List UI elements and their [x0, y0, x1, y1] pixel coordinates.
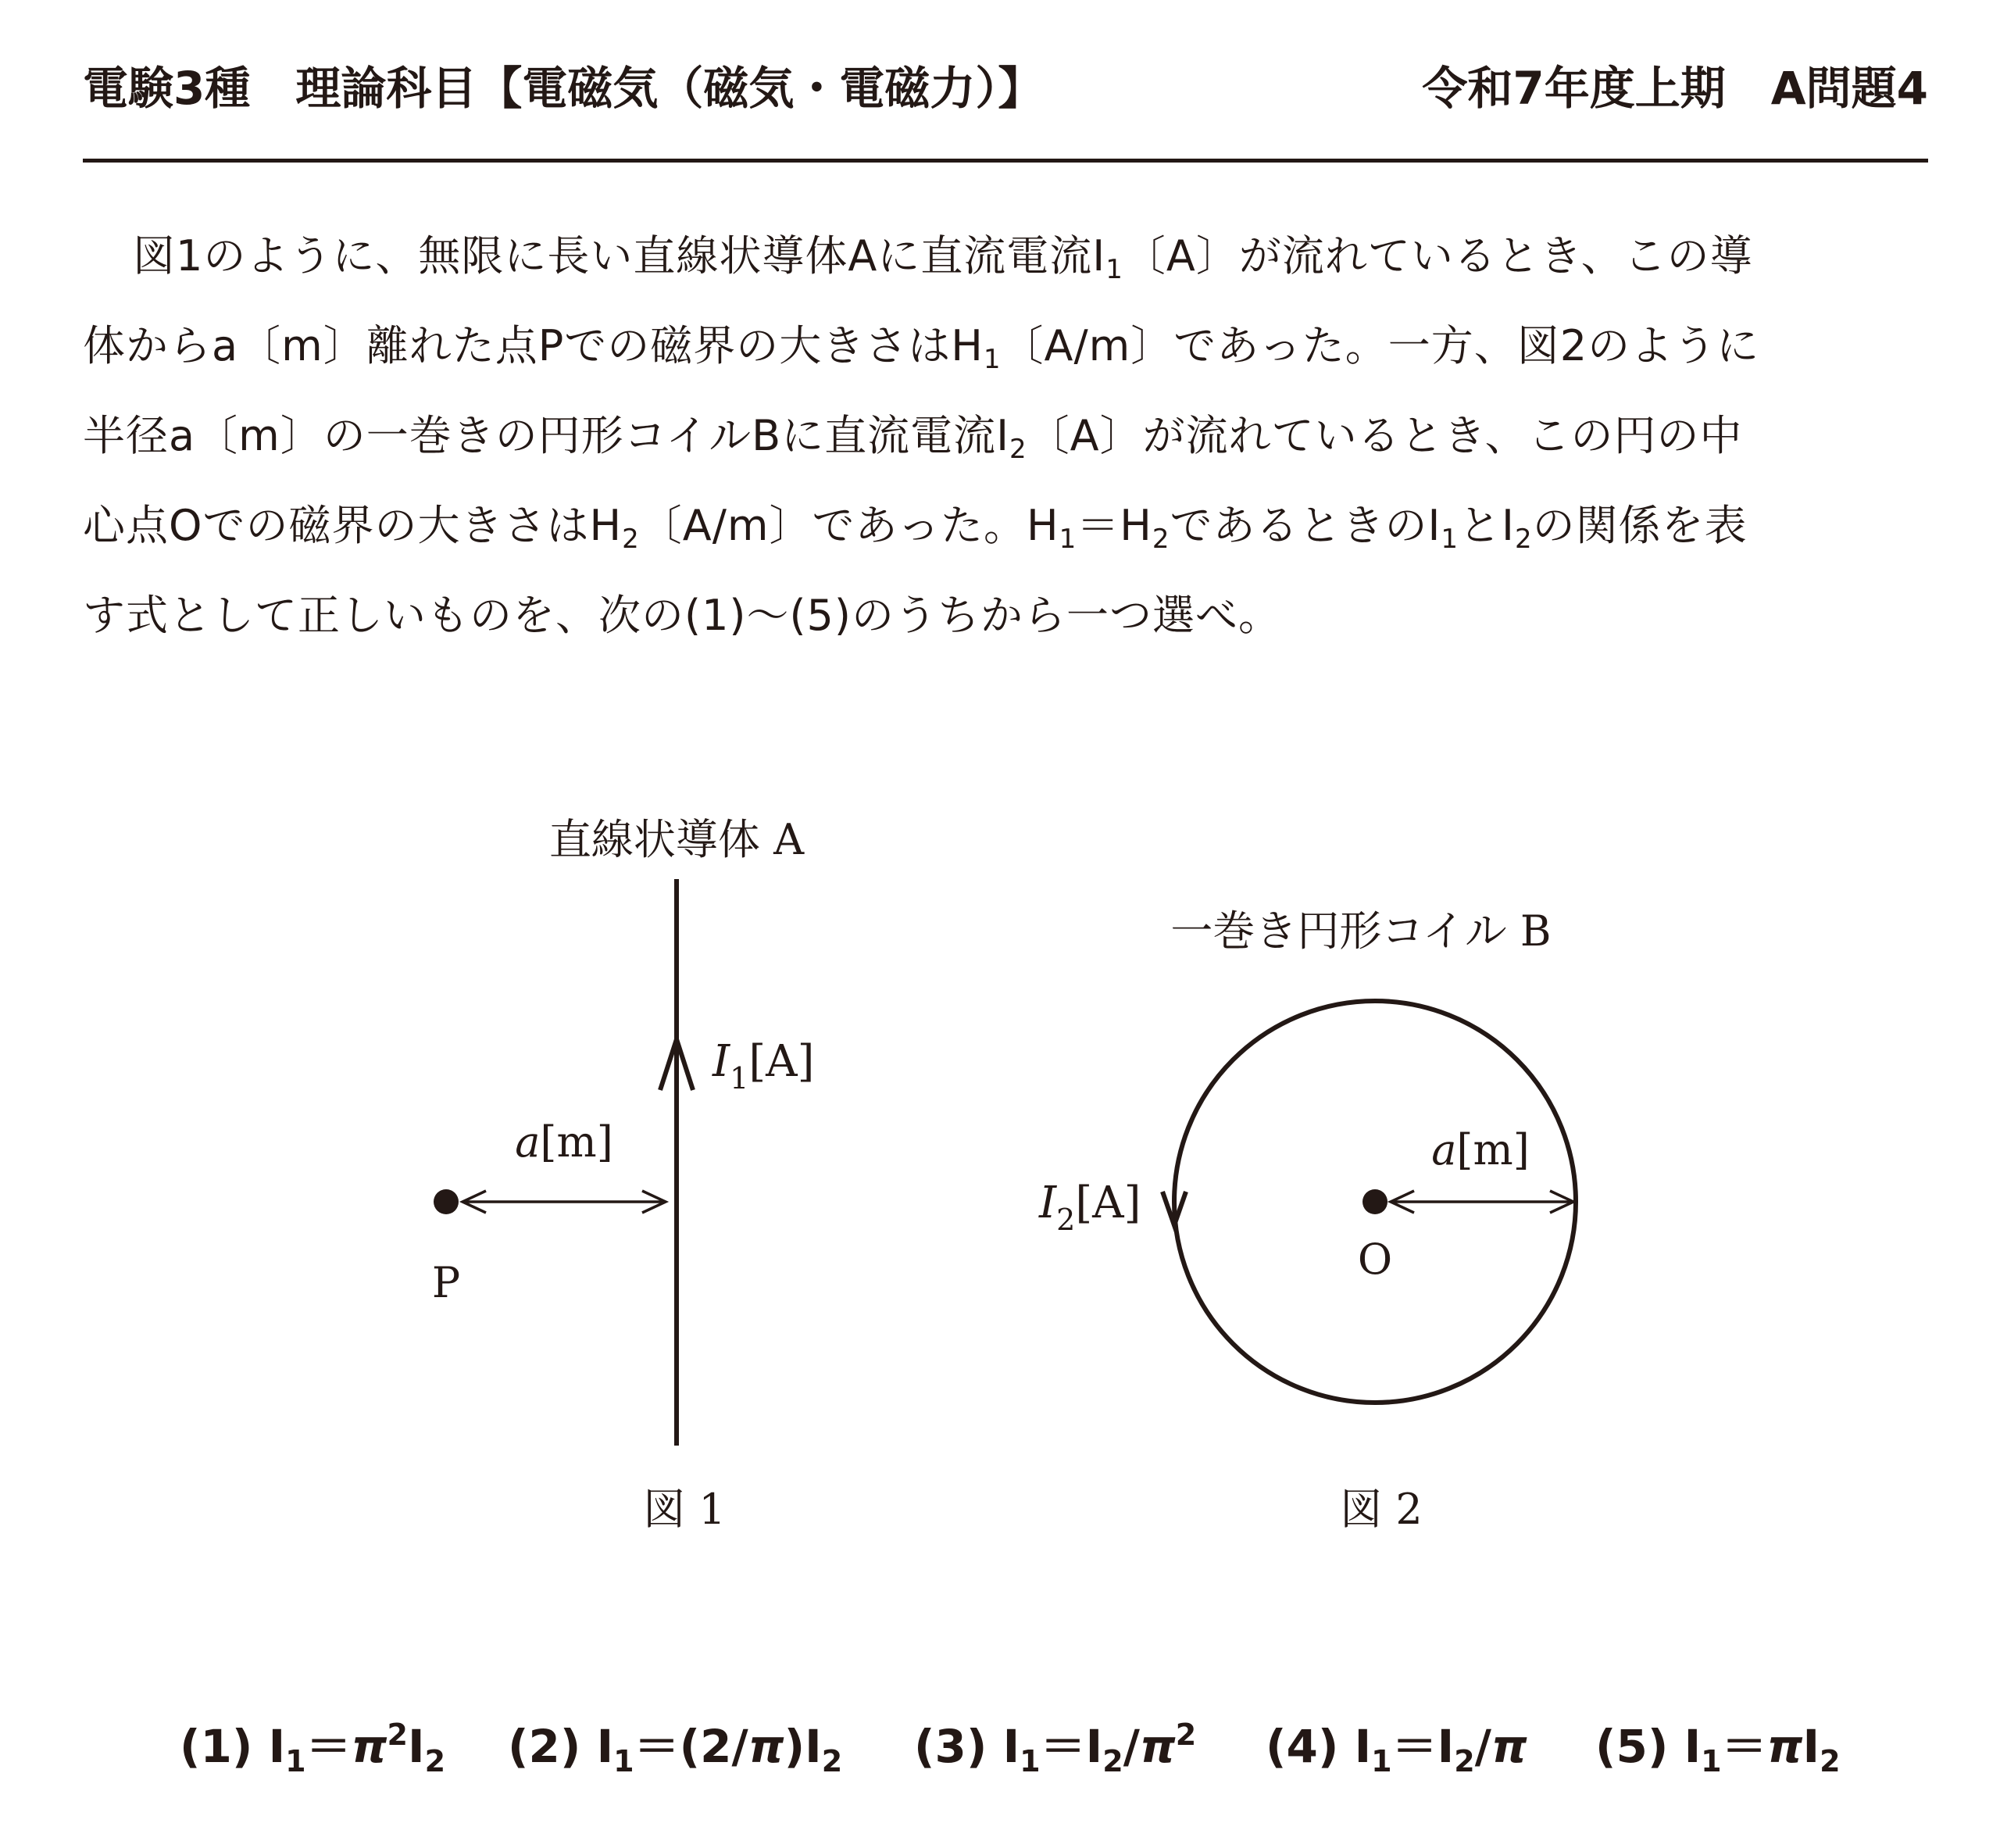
figure-2-caption: 図 2 [1340, 1485, 1423, 1534]
center-o-dot [1362, 1189, 1388, 1214]
figure-1-caption: 図 1 [643, 1485, 726, 1534]
current-i1-label: $I_1[A]$ [712, 1036, 815, 1096]
point-p-label: P [431, 1258, 461, 1307]
question-line-1: 図1のように、無限に長い直線状導体Aに直流電流$I_1$〔A〕が流れているとき、この導 [133, 231, 1753, 285]
option-1[interactable]: (1) $I_1=\pi^2I_2$ [180, 1718, 446, 1778]
point-p-dot [434, 1189, 459, 1214]
figure-1 [432, 815, 815, 1534]
question-line-2: 体からa〔m〕離れた点Pでの磁界の大きさは$H_1$〔A/m〕であった。一方、図2のように [83, 321, 1760, 375]
question-line-3: 半径a〔m〕の一巻きの円形コイルBに直流電流$I_2$〔A〕が流れているとき、この円の中 [83, 411, 1743, 465]
current-i2-label: $I_2[A]$ [1039, 1178, 1141, 1237]
figure-2 [1038, 906, 1576, 1534]
option-3[interactable]: (3) $I_1=I_2/\pi^2$ [914, 1718, 1197, 1778]
option-5[interactable]: (5) $I_1=\pi I_2$ [1595, 1720, 1841, 1778]
header-subject: 電験3種 理論科目【電磁気（磁気・電磁力）】 [83, 62, 1044, 115]
distance-a-label: a[m] [515, 1117, 613, 1167]
question-line-5: す式として正しいものを、次の(1)～(5)のうちから一つ選べ。 [83, 591, 1281, 640]
option-4[interactable]: (4) $I_1=I_2/\pi$ [1266, 1720, 1527, 1778]
center-o-label: O [1357, 1235, 1393, 1284]
header-exam-id: 令和7年度上期 A問題4 [1422, 62, 1928, 115]
answer-options [180, 1707, 1961, 1785]
option-2[interactable]: (2) $I_1=(2/\pi)I_2$ [508, 1720, 843, 1778]
radius-a-label: a[m] [1431, 1125, 1530, 1174]
question-line-4: 心点Oでの磁界の大きさは$H_2$〔A/m〕であった。$H_1=H_2$であるときの$I_1$と$I_2$の関係を表 [83, 501, 1748, 555]
conductor-a-label: 直線状導体 A [548, 815, 805, 864]
coil-b-label: 一巻き円形コイル B [1170, 906, 1552, 956]
